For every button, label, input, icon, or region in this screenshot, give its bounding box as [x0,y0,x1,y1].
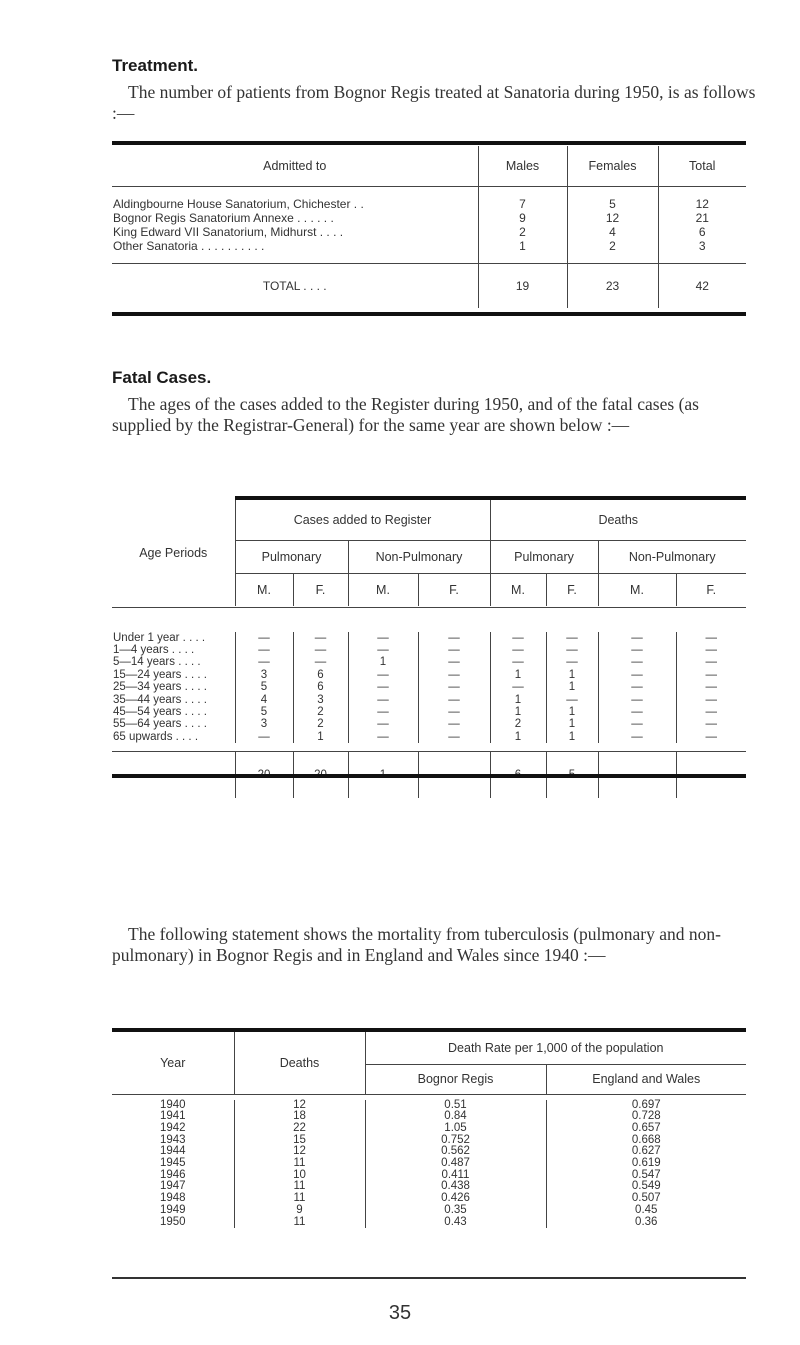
year-cell: 1947 [159,1180,186,1193]
bognor-cell: 0.411 [365,1170,546,1182]
col-header-england: England and Wales [546,1064,746,1094]
table-bottom-rule [112,312,746,316]
deaths-cell: 22 [234,1123,365,1135]
col-header-males: Males [478,146,567,187]
cell-value: 5 [235,681,293,693]
mf-header: F. [418,573,490,606]
cell-value: — [235,644,293,656]
treatment-paragraph: The number of patients from Bognor Regis treated at Sanatoria during 1950, is as follows :— [112,82,756,123]
mortality-body [112,1100,746,1229]
bognor-cell: 0.51 [365,1100,546,1112]
deaths-cell: 12 [234,1100,365,1112]
cell-value: — [418,694,490,706]
table-row [112,1158,746,1170]
age-period: 35—44 years . . . . [113,693,207,706]
cell-value: — [598,718,676,730]
england-cell: 0.507 [546,1193,746,1205]
table-row [112,1205,746,1217]
table-row [112,632,746,644]
bognor-cell: 0.43 [365,1217,546,1229]
col-header-bognor: Bognor Regis [365,1064,546,1094]
mf-header: M. [235,573,293,606]
cell-value: — [348,718,418,730]
cell-value: 2 [490,718,546,730]
england-cell: 0.619 [546,1158,746,1170]
cell-value: — [418,632,490,644]
cell-value: — [598,669,676,681]
cell-value: — [490,644,546,656]
cell-value: — [418,656,490,668]
cell-value: — [348,706,418,718]
sub-header: Pulmonary [235,540,348,573]
cell-value: — [348,731,418,743]
cell-value: — [676,706,746,718]
cell-value: — [598,632,676,644]
year-cell: 1949 [159,1203,186,1216]
table-row [112,681,746,693]
cell-value: — [235,656,293,668]
year-cell: 1950 [159,1215,186,1228]
cell-value: — [676,632,746,644]
table-row: King Edward VII Sanatorium, Midhurst . . . . 2 4 6 [112,225,746,239]
cell-value: — [676,731,746,743]
cell-value: 3 [235,718,293,730]
age-period: 65 upwards . . . . [113,730,199,743]
treatment-heading: Treatment. [112,56,198,75]
table-top-rule [112,141,746,145]
england-cell: 0.657 [546,1123,746,1135]
deaths-cell: 11 [234,1181,365,1193]
table-row [112,731,746,743]
total-row: TOTAL . . . . 19 23 42 [112,264,746,309]
england-cell: 0.728 [546,1111,746,1123]
table-row [112,1123,746,1135]
fatal-cases-body [112,632,746,744]
cell-value: 1 [490,694,546,706]
mf-header: M. [598,573,676,606]
england-cell: 0.549 [546,1181,746,1193]
cell-value: 2 [293,706,348,718]
year-cell: 1946 [159,1168,186,1181]
cell-value: — [546,644,598,656]
col-header-females: Females [567,146,658,187]
england-cell: 0.36 [546,1217,746,1229]
cell-value: 1 [546,718,598,730]
bognor-cell: 0.426 [365,1193,546,1205]
mf-header: F. [546,573,598,606]
col-header-deaths: Deaths [234,1032,365,1094]
table-row [112,669,746,681]
england-cell: 0.627 [546,1146,746,1158]
cell-value: — [598,706,676,718]
cell-value: 6 [293,669,348,681]
cell-value: — [235,731,293,743]
age-period: 45—54 years . . . . [113,705,207,718]
cell-value: — [348,632,418,644]
table-row [112,1217,746,1229]
cell-value: 1 [490,706,546,718]
cell-value: — [490,681,546,693]
col-header-total: Total [658,146,746,187]
year-cell: 1943 [159,1133,186,1146]
cell-value: — [293,644,348,656]
table-row: Aldingbourne House Sanatorium, Chichester . . 7 5 12 [112,187,746,212]
cell-value: 1 [293,731,348,743]
mf-header: M. [490,573,546,606]
cell-value: — [598,644,676,656]
spacer [112,743,746,752]
cell-value: 1 [546,681,598,693]
table-row [112,694,746,706]
col-header-year: Year [112,1032,234,1094]
cell-value: — [676,718,746,730]
england-cell: 0.45 [546,1205,746,1217]
sub-header: Non-Pulmonary [598,540,746,573]
year-cell: 1945 [159,1157,186,1170]
deaths-cell: 10 [234,1170,365,1182]
cell-value: — [348,669,418,681]
cell-value: — [418,669,490,681]
group-header-deaths: Deaths [490,500,746,540]
england-cell: 0.547 [546,1170,746,1182]
age-period: 15—24 years . . . . [113,668,207,681]
cell-value: — [418,644,490,656]
cell-value: — [348,694,418,706]
cell-value: 3 [293,694,348,706]
cell-value: — [293,632,348,644]
cell-value: — [418,731,490,743]
cell-value: 6 [293,681,348,693]
bognor-cell: 1.05 [365,1123,546,1135]
cell-value: 4 [235,694,293,706]
cell-value: — [490,656,546,668]
age-period: 25—34 years . . . . [113,681,207,694]
cell-value: 5 [235,706,293,718]
cell-value: — [235,632,293,644]
group-header-register: Cases added to Register [235,500,490,540]
table-row: Bognor Regis Sanatorium Annexe . . . . . . 9 12 21 [112,211,746,225]
deaths-cell: 11 [234,1217,365,1229]
year-cell: 1941 [159,1110,186,1123]
cell-value: — [676,656,746,668]
year-cell: 1944 [159,1145,186,1158]
deaths-cell: 11 [234,1158,365,1170]
cell-value: — [418,681,490,693]
cell-value: — [676,644,746,656]
cell-value: 1 [490,731,546,743]
age-period: 1—4 years . . . . [113,643,195,656]
mortality-table [112,1032,746,1228]
mf-header: M. [348,573,418,606]
cell-value: 3 [235,669,293,681]
deaths-cell: 11 [234,1193,365,1205]
england-cell: 0.697 [546,1100,746,1112]
sub-header: Non-Pulmonary [348,540,490,573]
cell-value: — [676,694,746,706]
age-period: 5—14 years . . . . [113,656,201,669]
cell-value: — [418,706,490,718]
table-bottom-rule [112,774,746,778]
cell-value: — [293,656,348,668]
bognor-cell: 0.84 [365,1111,546,1123]
cell-value: — [348,681,418,693]
year-cell: 1942 [159,1121,186,1134]
deaths-cell: 9 [234,1205,365,1217]
bognor-cell: 0.562 [365,1146,546,1158]
sanatoria-table [112,146,746,308]
fatal-cases-table [112,500,746,798]
cell-value: — [348,644,418,656]
table-row [112,706,746,718]
cell-value: — [546,694,598,706]
bognor-cell: 0.487 [365,1158,546,1170]
cell-value: 1 [546,706,598,718]
col-header-age-periods: Age Periods [139,546,208,560]
table-row [112,718,746,730]
col-header-admitted: Admitted to [112,146,478,187]
deaths-cell: 12 [234,1146,365,1158]
cell-value: 1 [348,656,418,668]
page-number: 35 [388,1302,412,1324]
bognor-cell: 0.752 [365,1135,546,1147]
deaths-cell: 15 [234,1135,365,1147]
cell-value: — [490,632,546,644]
cell-value: 1 [546,669,598,681]
bognor-cell: 0.35 [365,1205,546,1217]
year-cell: 1948 [159,1192,186,1205]
cell-value: — [546,632,598,644]
age-period: Under 1 year . . . . [113,631,206,644]
cell-value: — [676,669,746,681]
mf-header: F. [293,573,348,606]
year-cell: 1940 [159,1098,186,1111]
table-bottom-rule [112,1277,746,1279]
cell-value: — [546,656,598,668]
cell-value: 2 [293,718,348,730]
cell-value: — [598,731,676,743]
cell-value: — [598,681,676,693]
age-period: 55—64 years . . . . [113,718,207,731]
cell-value: 1 [546,731,598,743]
deaths-cell: 18 [234,1111,365,1123]
cell-value: — [418,718,490,730]
england-cell: 0.668 [546,1135,746,1147]
cell-value: 1 [490,669,546,681]
cell-value: — [676,681,746,693]
bognor-cell: 0.438 [365,1181,546,1193]
mortality-paragraph: The following statement shows the mortality from tuberculosis (pulmonary and non-pulmonary) in Bognor Regis and in England and Wales since 1940 :— [112,924,721,965]
fatal-cases-heading: Fatal Cases. [112,368,212,387]
table-row [112,656,746,668]
cell-value: — [598,694,676,706]
cell-value: — [598,656,676,668]
group-header-death-rate: Death Rate per 1,000 of the population [365,1032,746,1064]
table-row: Other Sanatoria . . . . . . . . . . 1 2 3 [112,239,746,264]
mf-header: F. [676,573,746,606]
spacer [112,607,746,632]
sub-header: Pulmonary [490,540,598,573]
fatal-cases-paragraph: The ages of the cases added to the Register during 1950, and of the fatal cases (as supplied by the Registrar-General) for the same year are shown below :— [112,394,699,435]
table-row [112,644,746,656]
